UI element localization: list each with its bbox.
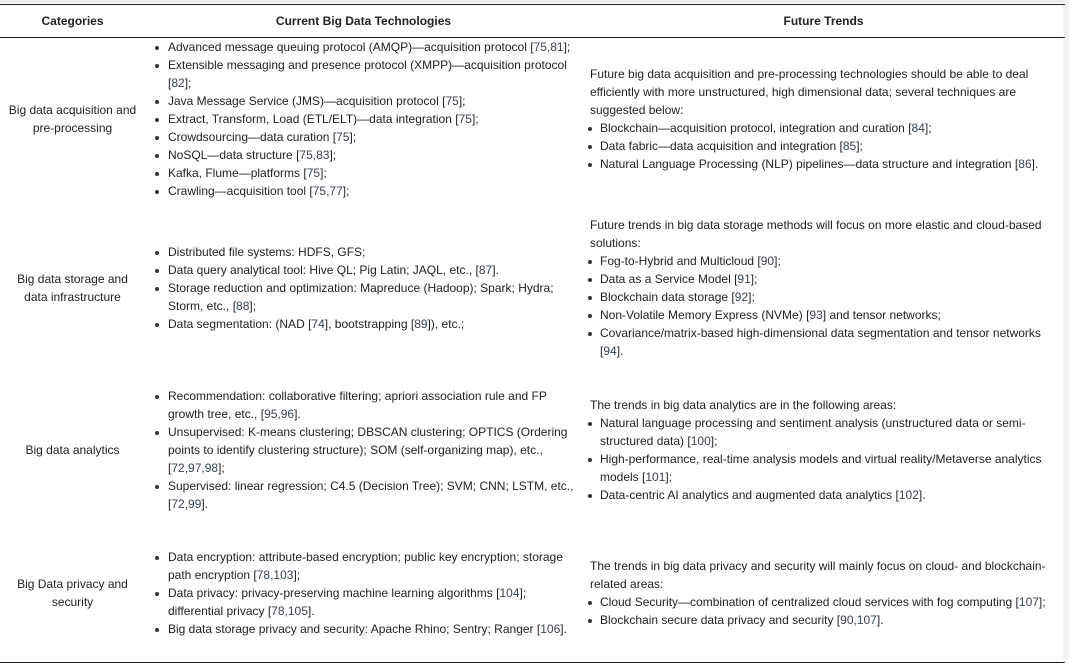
list-item: Distributed file systems: HDFS, GFS; — [168, 243, 574, 261]
list-item: Non-Volatile Memory Express (NVMe) [93] and tensor networks; — [600, 306, 1057, 324]
list-item: Natural language processing and sentiment analysis (unstructured data or semi-structured data) [100]; — [600, 414, 1057, 450]
list-item: Blockchain—acquisition protocol, integration and curation [84]; — [600, 119, 1057, 137]
future-trends-cell — [582, 524, 1065, 663]
citation-link[interactable]: 72,99 — [171, 497, 202, 511]
list-item: High-performance, real-time analysis models and virtual reality/Metaverse analytics models [101]; — [600, 450, 1057, 486]
list-item: Crawling—acquisition tool [75,77]; — [168, 182, 574, 200]
citation-link[interactable]: 75 — [445, 94, 459, 108]
category-cell: Big data analytics — [25, 443, 120, 457]
future-trends-cell — [582, 38, 1065, 201]
list-item: Data query analytical tool: Hive QL; Pig Latin; JAQL, etc., [87]. — [168, 261, 574, 279]
citation-link[interactable]: 106 — [540, 622, 561, 636]
category-cell: Big Data privacy and security — [0, 524, 145, 663]
header-current-technologies: Current Big Data Technologies — [145, 5, 582, 38]
list-item: Blockchain data storage [92]; — [600, 288, 1057, 306]
citation-link[interactable]: 92 — [734, 290, 749, 304]
future-trends-cell — [582, 200, 1065, 376]
citation-link[interactable]: 75 — [336, 130, 350, 144]
list-item: Fog-to-Hybrid and Multicloud [90]; — [600, 252, 1057, 270]
table-row-privacy-security — [0, 524, 1065, 663]
list-item: NoSQL—data structure [75,83]; — [168, 146, 574, 164]
category-cell: Big data storage and data infrastructure — [17, 272, 128, 304]
future-trends-list — [586, 252, 1057, 360]
citation-link[interactable]: 75,77 — [312, 184, 343, 198]
citation-link[interactable]: 75,81 — [533, 40, 564, 54]
current-tech-cell — [145, 200, 582, 376]
table-header-row — [0, 5, 1065, 38]
citation-link[interactable]: 102 — [898, 488, 919, 502]
citation-link[interactable]: 107 — [1018, 595, 1039, 609]
header-categories: Categories — [0, 5, 145, 38]
list-item: Cloud Security—combination of centralized cloud services with fog computing [107]; — [600, 593, 1057, 611]
citation-link[interactable]: 87 — [478, 263, 493, 277]
citation-link[interactable]: 90,107 — [840, 613, 877, 627]
future-intro: The trends in big data privacy and security will mainly focus on cloud- and blockchain-related areas: — [590, 559, 1046, 591]
current-tech-list — [149, 243, 574, 333]
citation-link[interactable]: 85 — [842, 139, 857, 153]
citation-link[interactable]: 91 — [737, 272, 751, 286]
future-intro: Future trends in big data storage methods will focus on more elastic and cloud-based solutions: — [590, 218, 1042, 250]
header-future-trends: Future Trends — [582, 5, 1065, 38]
current-tech-cell — [145, 524, 582, 663]
citation-link[interactable]: 78,105 — [271, 604, 308, 618]
future-trends-list — [586, 593, 1057, 629]
list-item: Data-centric AI analytics and augmented data analytics [102]. — [600, 486, 1057, 504]
list-item: Data encryption: attribute-based encryption; public key encryption; storage path encryption [78,103]; — [168, 548, 574, 584]
list-item: Data fabric—data acquisition and integration [85]; — [600, 137, 1057, 155]
list-item: Crowdsourcing—data curation [75]; — [168, 128, 574, 146]
list-item: Natural Language Processing (NLP) pipelines—data structure and integration [86]. — [600, 155, 1057, 173]
big-data-technologies-table — [0, 4, 1065, 663]
list-item: Extract, Transform, Load (ETL/ELT)—data integration [75]; — [168, 110, 574, 128]
citation-link[interactable]: 84 — [911, 121, 925, 135]
citation-link[interactable]: 89 — [414, 317, 428, 331]
citation-link[interactable]: 101 — [645, 470, 666, 484]
list-item: Extensible messaging and presence protocol (XMPP)—acquisition protocol [82]; — [168, 56, 574, 92]
list-item: Data as a Service Model [91]; — [600, 270, 1057, 288]
current-tech-cell — [145, 376, 582, 524]
category-cell: Big data acquisition and pre-processing — [8, 103, 137, 135]
future-intro: The trends in big data analytics are in the following areas: — [590, 398, 897, 412]
citation-link[interactable]: 75,83 — [299, 148, 330, 162]
citation-link[interactable]: 74 — [311, 317, 325, 331]
citation-link[interactable]: 75 — [458, 112, 472, 126]
list-item: Kafka, Flume—platforms [75]; — [168, 164, 574, 182]
list-item: Data segmentation: (NAD [74], bootstrapping [89]), etc.; — [168, 315, 574, 333]
citation-link[interactable]: 95,96 — [264, 407, 295, 421]
citation-link[interactable]: 94 — [603, 344, 617, 358]
table-row-acquisition — [0, 38, 1065, 201]
citation-link[interactable]: 100 — [690, 434, 711, 448]
citation-link[interactable]: 82 — [171, 76, 185, 90]
list-item: Advanced message queuing protocol (AMQP)—acquisition protocol [75,81]; — [168, 38, 574, 56]
page-top-edge — [0, 0, 1069, 3]
citation-link[interactable]: 75 — [306, 166, 321, 180]
list-item: Supervised: linear regression; C4.5 (Decision Tree); SVM; CNN; LSTM, etc., [72,99]. — [168, 479, 574, 511]
current-tech-list — [149, 387, 574, 513]
future-trends-list — [586, 414, 1057, 504]
future-trends-cell — [582, 376, 1065, 524]
future-trends-list — [586, 119, 1057, 173]
list-item: Covariance/matrix-based high-dimensional data segmentation and tensor networks [94]. — [600, 324, 1057, 360]
citation-link[interactable]: 86 — [1018, 157, 1032, 171]
current-tech-list — [149, 548, 574, 638]
list-item: Unsupervised: K-means clustering; DBSCAN clustering; OPTICS (Ordering points to identify clustering structure); SOM (self-organizing map), etc., [72,97,98]; — [168, 423, 574, 477]
citation-link[interactable]: 90 — [760, 254, 775, 268]
citation-link[interactable]: 78,103 — [256, 568, 294, 582]
list-item: Recommendation: collaborative filtering; apriori association rule and FP growth tree, etc., [95,96]. — [168, 387, 574, 423]
current-tech-cell — [145, 38, 582, 201]
citation-link[interactable]: 93 — [809, 308, 823, 322]
table-row-storage — [0, 200, 1065, 376]
citation-link[interactable]: 72,97,98 — [171, 461, 219, 475]
future-intro: Future big data acquisition and pre-processing technologies should be able to deal efficiently with more unstructured, high dimensional data; several techniques are suggested below: — [590, 67, 1029, 117]
table-row-analytics — [0, 376, 1065, 524]
list-item: Storage reduction and optimization: Mapreduce (Hadoop); Spark; Hydra; Storm, etc., [88]; — [168, 279, 574, 315]
list-item: Blockchain secure data privacy and security [90,107]. — [600, 611, 1057, 629]
current-tech-list — [149, 38, 574, 200]
citation-link[interactable]: 88 — [236, 299, 250, 313]
list-item: Big data storage privacy and security: Apache Rhino; Sentry; Ranger [106]. — [168, 620, 574, 638]
list-item: Java Message Service (JMS)—acquisition protocol [75]; — [168, 92, 574, 110]
list-item: Data privacy: privacy-preserving machine learning algorithms [104]; differential privacy [78,105]. — [168, 584, 574, 620]
citation-link[interactable]: 104 — [499, 586, 520, 600]
